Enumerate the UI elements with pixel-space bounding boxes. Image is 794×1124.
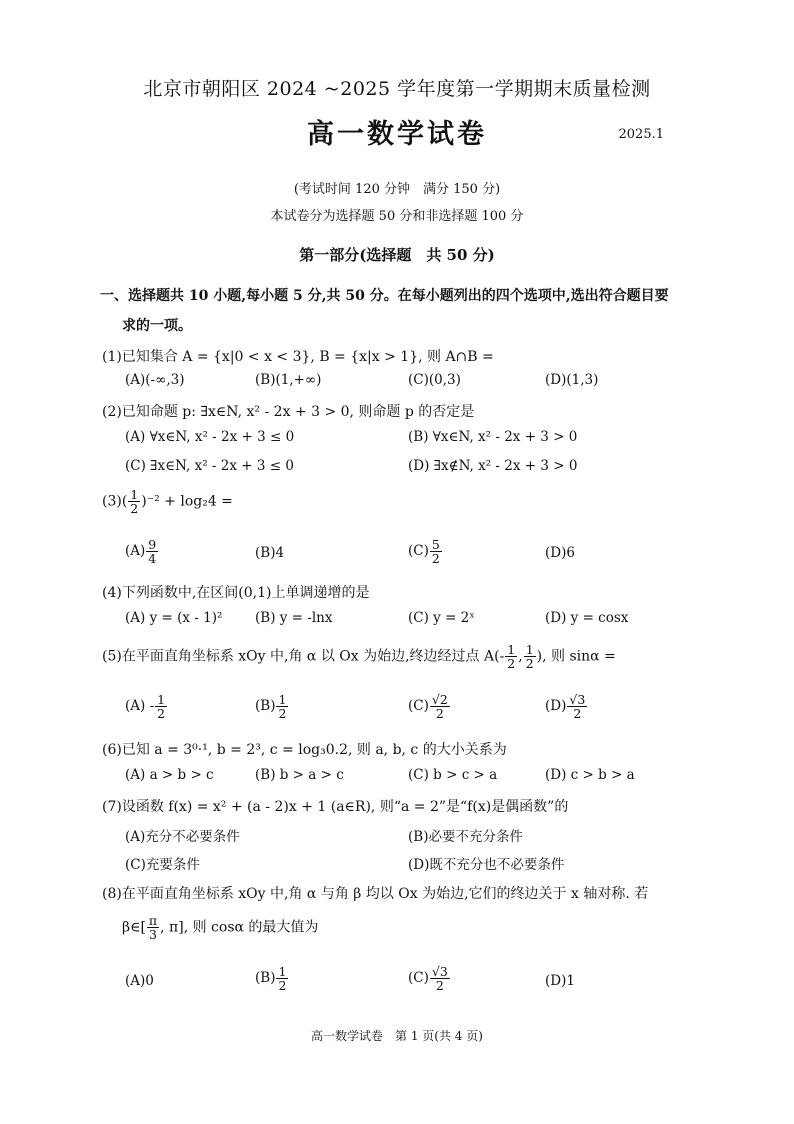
q4-option-a: (A) y = (x - 1)² (125, 610, 223, 626)
q3-c-label: (C) (408, 543, 429, 560)
q5-frac1-den: 2 (507, 656, 516, 672)
question-1-stem: (1)已知集合 A = {x|0 < x < 3}, B = {x|x > 1}, 则 A∩B = (102, 349, 494, 365)
q5-stem-prefix: (5)在平面直角坐标系 xOy 中,角 α 以 Ox 为始边,终边经过点 A(- (102, 648, 505, 665)
q5-option-a (125, 693, 168, 720)
q2-option-c: (C) ∃x∈N, x² - 2x + 3 ≤ 0 (125, 458, 294, 474)
question-6-stem: (6)已知 a = 3⁰·¹, b = 2³, c = log₃0.2, 则 a, b, c 的大小关系为 (102, 742, 507, 758)
q3-frac-den: 2 (130, 501, 139, 517)
q5-c-den: 2 (435, 706, 444, 722)
q5-d-fraction (567, 693, 587, 720)
q5-c-label: (C) (408, 698, 429, 715)
q6-option-b: (B) b > a > c (255, 767, 344, 783)
question-7-stem: (7)设函数 f(x) = x² + (a - 2)x + 1 (a∈R), 则“a = 2”是“f(x)是偶函数”的 (102, 799, 569, 815)
q5-option-b (255, 693, 289, 720)
q5-d-num: √3 (569, 692, 586, 707)
q8-frac-den: 3 (149, 927, 157, 943)
q4-option-b: (B) y = -lnx (255, 610, 333, 626)
question-8-stem-line2 (122, 914, 318, 941)
q3-c-den: 2 (431, 551, 440, 567)
q5-a-label: (A) - (125, 698, 155, 715)
q5-frac-1 (505, 643, 517, 670)
q3-a-num: 9 (148, 537, 157, 552)
q5-c-num: √2 (431, 692, 448, 707)
exam-date: 2025.1 (618, 127, 664, 142)
main-title: 高一数学试卷 (307, 119, 487, 150)
q2-option-b: (B) ∀x∈N, x² - 2x + 3 > 0 (408, 429, 578, 445)
q5-b-num: 1 (278, 692, 287, 707)
q5-b-den: 2 (278, 706, 287, 722)
q5-option-d (545, 693, 588, 720)
instructions-line2: 求的一项。 (122, 318, 192, 334)
q8-b-label: (B) (255, 970, 276, 987)
q5-a-den: 2 (157, 706, 166, 722)
q7-option-d: (D)既不充分也不必要条件 (408, 857, 565, 873)
q6-option-c: (C) b > c > a (408, 767, 498, 783)
q3-c-fraction (430, 538, 442, 565)
q3-a-den: 4 (148, 551, 157, 567)
q5-frac-2 (524, 643, 536, 670)
q3-a-fraction (146, 538, 158, 565)
q8-c-num: √3 (431, 964, 448, 979)
q8-c-label: (C) (408, 970, 429, 987)
score-info: 本试卷分为选择题 50 分和非选择题 100 分 (270, 209, 524, 224)
q5-comma: , (518, 648, 523, 665)
q8-option-a: (A)0 (125, 973, 154, 989)
q1-option-d: (D)(1,3) (545, 372, 599, 388)
q5-option-c (408, 693, 451, 720)
question-3-stem (102, 488, 233, 515)
q6-option-a: (A) a > b > c (125, 767, 214, 783)
q3-option-d: (D)6 (545, 545, 575, 561)
q8-frac-num: π (148, 913, 158, 928)
time-info: (考试时间 120 分钟 满分 150 分) (293, 182, 501, 197)
q5-a-fraction (155, 693, 167, 720)
q3-a-label: (A) (125, 543, 146, 560)
question-4-stem: (4)下列函数中,在区间(0,1)上单调递增的是 (102, 585, 370, 601)
q7-option-c: (C)充要条件 (125, 857, 200, 873)
q5-frac1-num: 1 (507, 642, 516, 657)
question-2-stem: (2)已知命题 p: ∃x∈N, x² - 2x + 3 > 0, 则命题 p 的否定是 (102, 404, 475, 420)
q8-option-d: (D)1 (545, 973, 575, 989)
q4-option-c: (C) y = 2ˣ (408, 610, 475, 626)
q5-b-label: (B) (255, 698, 276, 715)
q2-option-a: (A) ∀x∈N, x² - 2x + 3 ≤ 0 (125, 429, 295, 445)
q7-option-a: (A)充分不必要条件 (125, 829, 240, 845)
exam-title: 北京市朝阳区 2024 ~2025 学年度第一学期期末质量检测 (143, 78, 651, 100)
q5-stem-suffix: ), 则 sinα = (536, 648, 616, 665)
instructions-line1: 一、选择题共 10 小题,每小题 5 分,共 50 分。在每小题列出的四个选项中,选出符合题目要 (100, 288, 669, 304)
q1-option-a: (A)(-∞,3) (125, 372, 185, 388)
q3-fraction (128, 488, 140, 515)
q8-b-num: 1 (278, 964, 287, 979)
q8-option-b (255, 965, 289, 992)
q8-c-fraction (430, 965, 450, 992)
q8-option-c (408, 965, 451, 992)
q3-option-b: (B)4 (255, 545, 285, 561)
q3-frac-num: 1 (130, 487, 139, 502)
q8-b-den: 2 (278, 978, 287, 994)
q8-pi-fraction (147, 914, 159, 941)
q3-option-c (408, 538, 443, 565)
q5-d-den: 2 (573, 706, 582, 722)
q3-stem-suffix: )⁻² + log₂4 = (141, 493, 233, 510)
question-5-stem (102, 643, 616, 670)
q8-stem2-prefix: β∈[ (122, 919, 146, 936)
q3-c-num: 5 (431, 537, 440, 552)
q4-option-d: (D) y = cosx (545, 610, 629, 626)
q2-option-d: (D) ∃x∉N, x² - 2x + 3 > 0 (408, 458, 578, 474)
q5-a-num: 1 (157, 692, 166, 707)
q8-b-fraction (276, 965, 288, 992)
question-8-stem-line1: (8)在平面直角坐标系 xOy 中,角 α 与角 β 均以 Ox 为始边,它们的终边关于 x 轴对称. 若 (102, 886, 649, 902)
page-footer: 高一数学试卷 第 1 页(共 4 页) (311, 1029, 483, 1043)
q5-c-fraction (430, 693, 450, 720)
q1-option-c: (C)(0,3) (408, 372, 461, 388)
q8-stem2-suffix: , π], 则 cosα 的最大值为 (160, 919, 319, 936)
q5-frac2-den: 2 (525, 656, 534, 672)
q3-option-a (125, 538, 159, 565)
q6-option-d: (D) c > b > a (545, 767, 635, 783)
q8-c-den: 2 (435, 978, 444, 994)
q5-b-fraction (276, 693, 288, 720)
q7-option-b: (B)必要不充分条件 (408, 829, 523, 845)
q3-stem-prefix: (3)( (102, 493, 128, 510)
q1-option-b: (B)(1,+∞) (255, 372, 322, 388)
part-title: 第一部分(选择题 共 50 分) (299, 246, 495, 264)
q5-d-label: (D) (545, 698, 567, 715)
q5-frac2-num: 1 (525, 642, 534, 657)
